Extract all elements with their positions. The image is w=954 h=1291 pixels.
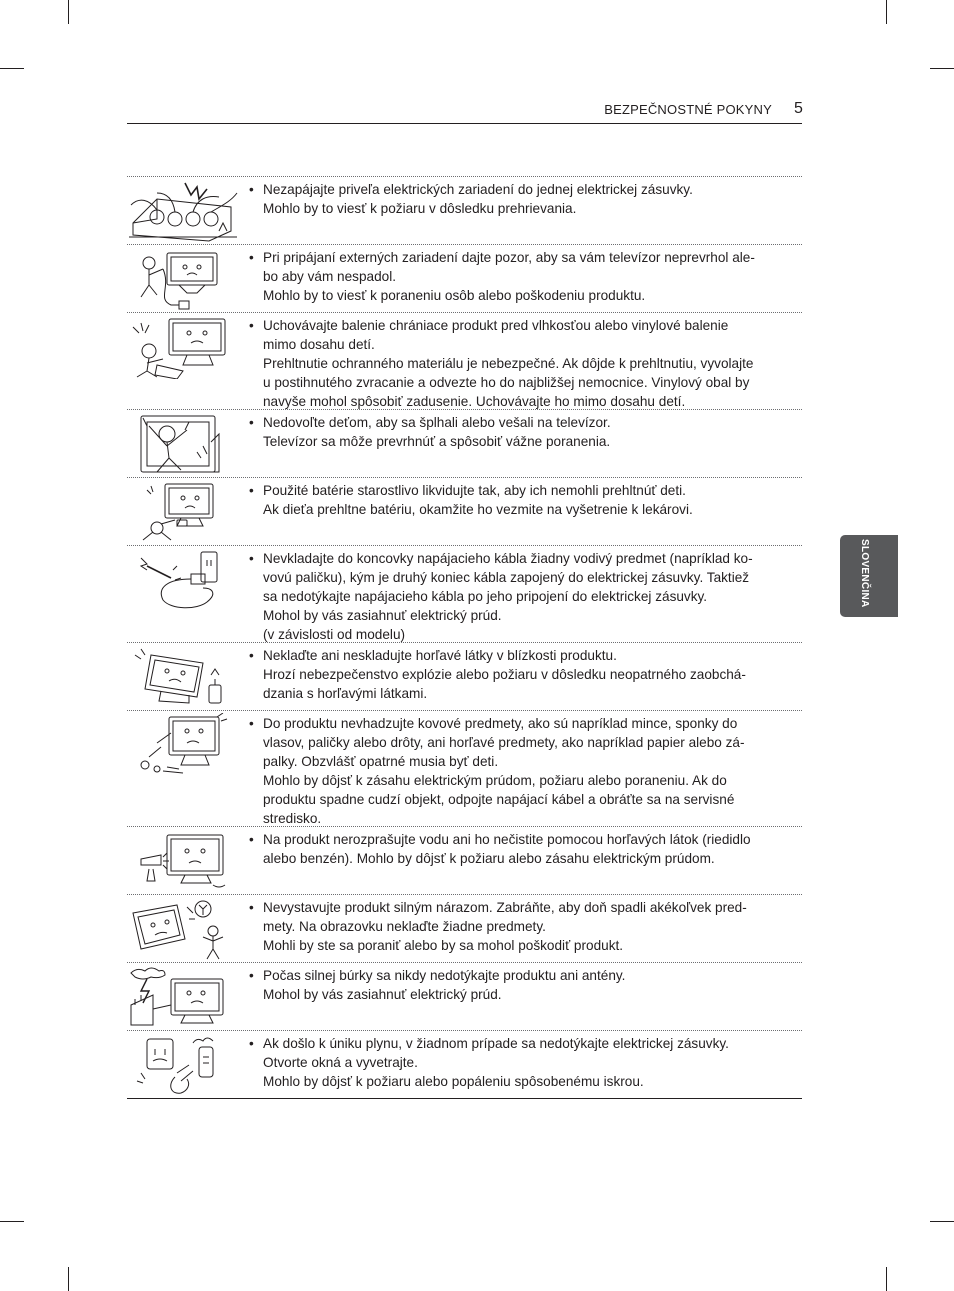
text-line: Mohlo by dôjsť k zásahu elektrickým prúdom, požiaru alebo poraneniu. Ak do (263, 773, 727, 788)
safety-item-text (249, 1034, 784, 1091)
illustration (127, 897, 239, 961)
text-line: produktu spadne cudzí objekt, odpojte napájací kábel a obráťte sa na servisné (263, 792, 735, 807)
text-line: mety. Na obrazovku neklaďte žiadne predmety. (263, 919, 546, 934)
page-header-title: BEZPEČNOSTNÉ POKYNY (604, 102, 772, 117)
text-line: navyše mohol spôsobiť zadusenie. Uchovávajte ho mimo dosahu detí. (263, 394, 686, 409)
ball-impact-tv-icon (127, 897, 239, 961)
text-line: Televízor sa môže prevrhnúť a spôsobiť vážne poranenia. (263, 434, 611, 449)
crop-mark (930, 68, 954, 69)
safety-item (127, 895, 802, 963)
text-line: vovú paličku), kým je druhý koniec kábla zapojený do elektrickej zásuvky. Taktiež (263, 570, 750, 585)
crop-mark (0, 1221, 24, 1222)
illustration (127, 179, 239, 243)
text-line: Mohli by ste sa poraniť alebo by sa mohol poškodiť produkt. (263, 938, 624, 953)
safety-item-text (249, 966, 784, 1004)
text-line: Pri pripájaní externých zariadení dajte pozor, aby sa vám televízor neprevrhol ale- (263, 250, 755, 265)
safety-item (127, 478, 802, 546)
text-line: Nevkladajte do koncovky napájacieho kábla žiadny vodivý predmet (napríklad ko- (263, 551, 753, 566)
safety-item (127, 827, 802, 895)
bullet: • (249, 716, 254, 731)
crop-mark (0, 68, 24, 69)
power-strip-overload-icon (127, 179, 239, 243)
language-side-tab (840, 535, 898, 617)
text-line: Neklaďte ani neskladujte horľavé látky v blízkosti produktu. (263, 648, 617, 663)
bullet: • (249, 415, 254, 430)
metal-objects-tv-icon (127, 713, 239, 777)
text-line: (v závislosti od modelu) (263, 627, 406, 642)
text-line: Do produktu nevhadzujte kovové predmety, ako sú napríklad mince, sponky do (263, 716, 738, 731)
illustration (127, 480, 239, 544)
page-number: 5 (794, 100, 803, 117)
bullet: • (249, 318, 254, 333)
bullet: • (249, 250, 254, 265)
safety-item (127, 963, 802, 1031)
text-line: Prehltnutie ochranného materiálu je nebezpečné. Ak dôjde k prehltnutiu, vyvolajte (263, 356, 754, 371)
bullet: • (249, 1036, 254, 1051)
water-spray-tv-icon (127, 829, 239, 893)
text-line: Mohlo by to viesť k požiaru v dôsledku prehrievania. (263, 201, 577, 216)
header-divider (127, 123, 802, 124)
text-line: Mohlo by dôjsť k požiaru alebo popáleniu spôsobenému iskrou. (263, 1074, 644, 1089)
safety-item (127, 643, 802, 711)
illustration (127, 829, 239, 893)
safety-item-text (249, 830, 784, 868)
text-line: Na produkt nerozprašujte vodu ani ho nečistite pomocou horľavých látok (riedidlo (263, 832, 751, 847)
text-line: vlasov, paličky alebo drôty, ani horľavé predmety, ako napríklad papier alebo zá- (263, 735, 745, 750)
text-line: Hrozí nebezpečenstvo explózie alebo požiaru v dôsledku neopatrného zaobchá- (263, 667, 746, 682)
battery-swallow-icon (127, 480, 239, 544)
safety-item (127, 245, 802, 313)
child-climbing-tv-icon (127, 412, 239, 476)
crop-mark (886, 0, 887, 24)
bullet: • (249, 182, 254, 197)
text-line: Ak dieťa prehltne batériu, okamžite ho vezmite na vyšetrenie k lekárovi. (263, 502, 693, 517)
safety-instructions-table (127, 176, 802, 1099)
safety-item-text (249, 180, 784, 218)
safety-item-text (249, 316, 784, 411)
power-cord-conductive-icon (127, 548, 239, 612)
safety-item (127, 711, 802, 827)
safety-item (127, 313, 802, 410)
illustration (127, 315, 239, 379)
text-line: Otvorte okná a vyvetrajte. (263, 1055, 418, 1070)
bullet: • (249, 900, 254, 915)
bullet: • (249, 483, 254, 498)
tv-cable-pull-icon (127, 247, 239, 311)
crop-mark (886, 1267, 887, 1291)
flammable-substance-icon (127, 645, 239, 709)
bullet: • (249, 968, 254, 983)
illustration (127, 247, 239, 311)
text-line: Nevystavujte produkt silným nárazom. Zabráňte, aby doň spadli akékoľvek pred- (263, 900, 747, 915)
text-line: Počas silnej búrky sa nikdy nedotýkajte produktu ani antény. (263, 968, 626, 983)
safety-item (127, 546, 802, 643)
text-line: sa nedotýkajte napájacieho kábla po jeho pripojení do elektrickej zásuvky. (263, 589, 708, 604)
text-line: u postihnutého zvracanie a odvezte ho do najbližšej nemocnice. Vinylový obal by (263, 375, 750, 390)
text-line: alebo benzén). Mohlo by dôjsť k požiaru alebo zásahu elektrickým prúdom. (263, 851, 715, 866)
text-line: Mohol by vás zasiahnuť elektrický prúd. (263, 987, 502, 1002)
bullet: • (249, 551, 254, 566)
safety-item-text (249, 549, 784, 644)
illustration (127, 645, 239, 709)
text-line: Mohol by vás zasiahnuť elektrický prúd. (263, 608, 502, 623)
illustration (127, 1033, 239, 1097)
text-line: Nedovoľte deťom, aby sa šplhali alebo vešali na televízor. (263, 415, 611, 430)
illustration (127, 713, 239, 777)
safety-item (127, 177, 802, 245)
safety-item-text (249, 646, 784, 703)
safety-item-text (249, 898, 784, 955)
bullet: • (249, 832, 254, 847)
safety-item (127, 1031, 802, 1099)
crop-mark (68, 0, 69, 24)
illustration (127, 965, 239, 1029)
safety-item-text (249, 413, 784, 451)
text-line: Ak došlo k úniku plynu, v žiadnom prípade sa nedotýkajte elektrickej zásuvky. (263, 1036, 729, 1051)
safety-item-text (249, 714, 784, 828)
text-line: mimo dosahu detí. (263, 337, 375, 352)
lightning-storm-tv-icon (127, 965, 239, 1029)
text-line: stredisko. (263, 811, 322, 826)
child-packaging-icon (127, 315, 239, 379)
text-line: Mohlo by to viesť k poraneniu osôb alebo poškodeniu produktu. (263, 288, 646, 303)
text-line: Nezapájajte priveľa elektrických zariadení do jednej elektrickej zásuvky. (263, 182, 693, 197)
gas-leak-outlet-icon (127, 1033, 239, 1097)
safety-item-text (249, 481, 784, 519)
text-line: dzania s horľavými látkami. (263, 686, 428, 701)
text-line: Použité batérie starostlivo likvidujte tak, aby ich nemohli prehltnúť deti. (263, 483, 686, 498)
safety-item (127, 410, 802, 478)
illustration (127, 548, 239, 612)
crop-mark (930, 1221, 954, 1222)
bullet: • (249, 648, 254, 663)
illustration (127, 412, 239, 476)
text-line: Uchovávajte balenie chrániace produkt pred vlhkosťou alebo vinylové balenie (263, 318, 729, 333)
crop-mark (68, 1267, 69, 1291)
safety-item-text (249, 248, 784, 305)
text-line: palky. Obzvlášť opatrné musia byť deti. (263, 754, 499, 769)
text-line: bo aby vám nespadol. (263, 269, 397, 284)
language-side-tab-label: SLOVENČINA (859, 539, 870, 608)
